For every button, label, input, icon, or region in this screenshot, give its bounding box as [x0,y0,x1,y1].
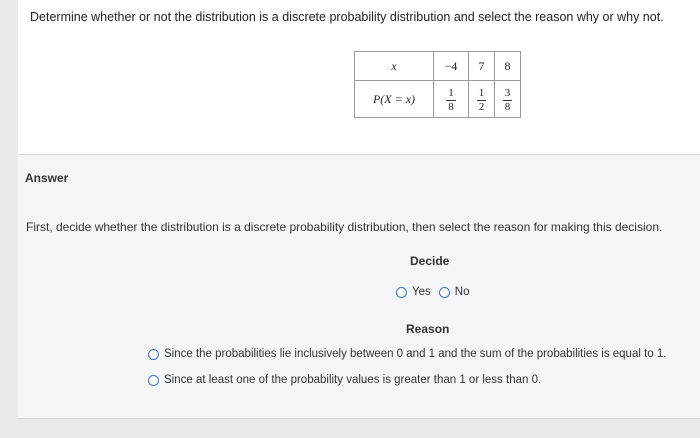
question-card [18,0,700,154]
fraction [503,87,513,114]
x-value-3: 8 [495,52,521,81]
probability-value-2 [469,81,495,118]
fraction-denominator: 8 [504,100,511,113]
probability-value-1 [434,81,469,118]
distribution-table [354,51,521,118]
decide-options [396,286,469,298]
no-label[interactable]: No [454,286,470,298]
reason-title: Reason [406,322,450,336]
x-row [355,52,521,81]
yes-label[interactable]: Yes [412,286,431,298]
fraction [446,87,456,114]
fraction-denominator: 2 [478,100,485,113]
question-text: Determine whether or not the distribution is a discrete probability distribution and select the reason why or why not. [30,10,664,24]
x-value-1: −4 [434,52,469,81]
yes-radio[interactable] [396,287,407,298]
no-option[interactable] [439,286,470,298]
reason-option-1[interactable] [148,348,666,360]
x-header: x [355,52,434,81]
x-value-2: 7 [469,52,495,81]
fraction-numerator: 1 [448,86,454,99]
probability-header [355,81,434,118]
probability-header-label: P(X = x) [372,91,416,106]
fraction [477,87,487,114]
reason-2-label[interactable]: Since at least one of the probability values is greater than 1 or less than 0. [164,374,542,386]
answer-label: Answer [25,171,69,185]
instruction-text: First, decide whether the distribution is a discrete probability distribution, then select the reason for making this decision. [26,220,663,234]
reason-1-radio[interactable] [148,349,159,360]
decide-title: Decide [410,254,450,268]
probability-value-3 [495,81,521,118]
probability-row [355,81,521,118]
reason-option-2[interactable] [148,374,541,386]
reason-2-radio[interactable] [148,375,159,386]
fraction-denominator: 8 [448,100,454,113]
no-radio[interactable] [439,287,450,298]
fraction-numerator: 3 [504,86,511,99]
fraction-numerator: 1 [478,86,485,99]
reason-1-label[interactable]: Since the probabilities lie inclusively between 0 and 1 and the sum of the probabilities is equal to 1. [164,348,667,360]
yes-option[interactable] [396,286,431,298]
answer-card [18,154,700,419]
